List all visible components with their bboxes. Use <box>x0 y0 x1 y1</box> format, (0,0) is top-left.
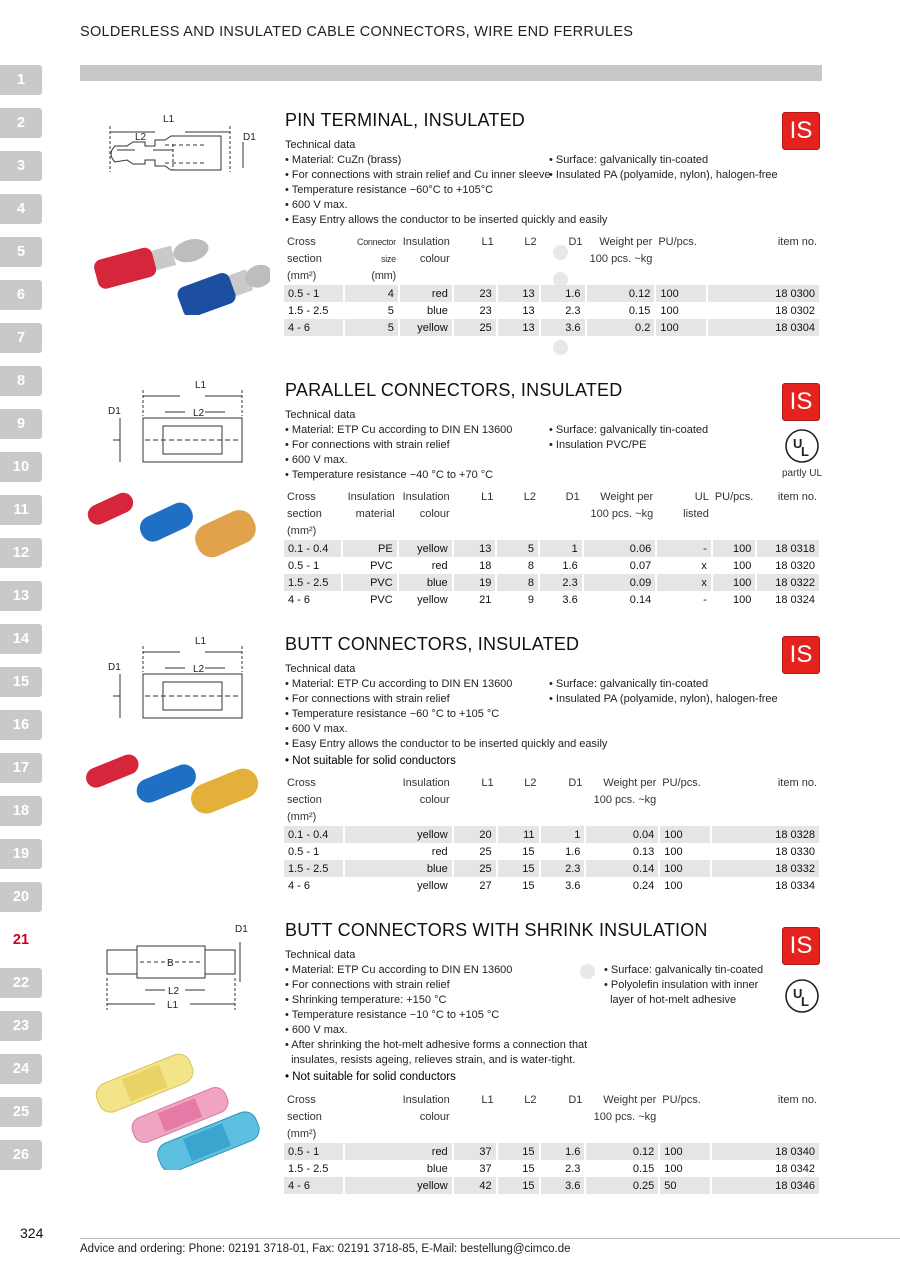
table-cell: 2.3 <box>540 302 586 319</box>
parallel-connector-drawing <box>105 378 255 468</box>
table-cell: 11 <box>497 826 540 843</box>
tech-item: • Easy Entry allows the conductor to be inserted quickly and easily <box>285 738 608 750</box>
chapter-tab-9[interactable]: 9 <box>0 409 42 439</box>
table-cell: 15 <box>497 877 540 894</box>
butt-connector-table: Cross section (mm²) Insulation colour L1 L2 D1 Weight per 100 pcs. ~kg PU/pcs. item no. 0.1 - 0.4 yellow 20 11 1 0.04 100 18 0328 0.5 - 1 red 25 15 1.6 0.13 100 18 0330 1.5 - 2.5 blue 25 15 2.3 0.14 100 18 0332 4 - 6 yellow 27 15 3.6 0.24 100 18 0334 <box>284 775 821 894</box>
drawing-label-l1: L1 <box>195 380 207 391</box>
footer-divider <box>80 1238 900 1239</box>
table-cell: 18 0304 <box>707 319 820 336</box>
table-cell: yellow <box>398 540 453 557</box>
chapter-tab-22[interactable]: 22 <box>0 968 42 998</box>
table-cell: 18 0328 <box>711 826 820 843</box>
table-row <box>284 1143 820 1160</box>
table-cell: 5 <box>344 302 399 319</box>
table-cell: 4 - 6 <box>284 591 342 608</box>
table-cell: 1.5 - 2.5 <box>284 574 342 591</box>
table-cell: - <box>656 591 712 608</box>
table-cell: 25 <box>453 843 497 860</box>
table-cell: 0.14 <box>583 591 657 608</box>
table-cell: 0.5 - 1 <box>284 843 344 860</box>
drawing-label-l1: L1 <box>195 636 207 647</box>
table-cell: 100 <box>655 319 707 336</box>
tech-item: • For connections with strain relief <box>285 693 450 705</box>
butt-connector-photo <box>85 742 265 822</box>
tech-data-left <box>285 138 607 228</box>
shrink-connector-table: Cross section (mm²) Insulation colour L1 L2 D1 Weight per 100 pcs. ~kg PU/pcs. item no. 0.5 - 1 red 37 15 1.6 0.12 100 18 0340 1.5 - 2.5 blue 37 15 2.3 0.15 100 18 0342 4 - 6 yellow 42 15 3.6 0.25 50 18 0346 <box>284 1092 821 1194</box>
table-row <box>284 540 820 557</box>
chapter-tab-25[interactable]: 25 <box>0 1097 42 1127</box>
table-cell: 0.24 <box>585 877 659 894</box>
butt-connector-drawing <box>105 634 255 724</box>
table-cell: 18 0332 <box>711 860 820 877</box>
tech-item: • Material: ETP Cu according to DIN EN 13600 <box>285 424 513 436</box>
tech-item: • For connections with strain relief and Cu inner sleeve <box>285 169 551 181</box>
table-cell: 25 <box>453 860 497 877</box>
table-cell: blue <box>399 302 453 319</box>
table-cell: - <box>656 540 712 557</box>
table-cell: 0.5 - 1 <box>284 1143 344 1160</box>
table-cell: yellow <box>344 826 453 843</box>
chapter-tab-15[interactable]: 15 <box>0 667 42 697</box>
table-cell: 1.5 - 2.5 <box>284 1160 344 1177</box>
table-cell: 100 <box>659 843 711 860</box>
tech-item: • 600 V max. <box>285 199 348 211</box>
tech-data-left <box>285 948 587 1085</box>
table-cell: 0.25 <box>585 1177 659 1194</box>
page-header-title: SOLDERLESS AND INSULATED CABLE CONNECTORS, WIRE END FERRULES <box>80 24 634 40</box>
parallel-connector-photo <box>85 485 265 565</box>
table-body <box>284 285 820 336</box>
table-cell: 18 0322 <box>756 574 820 591</box>
tech-item: • Surface: galvanically tin-coated <box>604 964 764 976</box>
table-cell: 50 <box>659 1177 711 1194</box>
table-row <box>284 557 820 574</box>
tech-item: • 600 V max. <box>285 1024 348 1036</box>
tech-item: • 600 V max. <box>285 454 348 466</box>
table-cell: yellow <box>344 877 453 894</box>
table-cell: 13 <box>497 285 540 302</box>
section-title: PARALLEL CONNECTORS, INSULATED <box>285 380 623 400</box>
table-cell: 42 <box>453 1177 497 1194</box>
drawing-label-d1: D1 <box>235 924 248 935</box>
table-cell: 100 <box>655 285 707 302</box>
chapter-tab-26[interactable]: 26 <box>0 1140 42 1170</box>
table-cell: 13 <box>453 540 497 557</box>
parallel-connector-table: Cross section (mm²) Insulation material Insulation colour L1 L2 D1 Weight per 100 pcs. ~kg UL listed PU/pcs. item no. 0.1 - 0.4 PE yellow 13 5 1 0.06 - 100 18 0318 0.5 - 1 PVC red 18 8 1.6 0.07 x 100 18 0320 1.5 - 2.5 PVC blue 19 8 2.3 0.09 x 100 18 0322 4 - 6 PVC yellow 21 9 3.6 0.14 - 100 18 0324 <box>284 489 821 608</box>
table-cell: 0.06 <box>583 540 657 557</box>
table-cell: 1.6 <box>540 843 586 860</box>
chapter-tab-24[interactable]: 24 <box>0 1054 42 1084</box>
table-cell: yellow <box>398 591 453 608</box>
table-row <box>284 591 820 608</box>
table-cell: 23 <box>453 302 497 319</box>
table-cell: 18 0302 <box>707 302 820 319</box>
table-cell: 4 - 6 <box>284 1177 344 1194</box>
table-row <box>284 826 820 843</box>
table-cell: 1.5 - 2.5 <box>284 860 344 877</box>
table-cell: 1.6 <box>540 285 586 302</box>
svg-text:L: L <box>801 994 809 1009</box>
chapter-tab-3[interactable]: 3 <box>0 151 42 181</box>
tech-data-right <box>549 423 708 453</box>
table-cell: 15 <box>497 860 540 877</box>
table-cell: 0.14 <box>585 860 659 877</box>
tech-item: • 600 V max. <box>285 723 348 735</box>
tech-item: • Easy Entry allows the conductor to be inserted quickly and easily <box>285 214 608 226</box>
table-cell: 0.1 - 0.4 <box>284 826 344 843</box>
chapter-tab-19[interactable]: 19 <box>0 839 42 869</box>
table-cell: 1.6 <box>540 1143 586 1160</box>
chapter-tab-23[interactable]: 23 <box>0 1011 42 1041</box>
ul-logo-icon <box>784 428 820 464</box>
table-body <box>284 540 820 608</box>
svg-text:L: L <box>801 444 809 459</box>
table-cell: 0.09 <box>583 574 657 591</box>
tech-item: • Temperature resistance −40 °C to +70 °C <box>285 469 494 481</box>
drawing-label-b: B <box>167 958 174 969</box>
table-row <box>284 302 820 319</box>
chapter-tab-2[interactable]: 2 <box>0 108 42 138</box>
table-row <box>284 285 820 302</box>
tech-item: • For connections with strain relief <box>285 979 450 991</box>
table-cell: x <box>656 574 712 591</box>
table-row <box>284 574 820 591</box>
table-cell: 0.12 <box>585 1143 659 1160</box>
table-cell: 100 <box>659 1143 711 1160</box>
table-cell: 2.3 <box>540 1160 586 1177</box>
table-cell: red <box>344 1143 453 1160</box>
tech-item: • Temperature resistance −60 °C to +105 °C <box>285 708 500 720</box>
table-cell: red <box>398 557 453 574</box>
chapter-tab-1[interactable]: 1 <box>0 65 42 95</box>
table-cell: 100 <box>712 557 757 574</box>
table-cell: 9 <box>496 591 539 608</box>
table-cell: blue <box>344 860 453 877</box>
table-cell: 5 <box>496 540 539 557</box>
table-row <box>284 1177 820 1194</box>
tech-item: • Shrinking temperature: +150 °C <box>285 994 447 1006</box>
is-badge-icon: IS <box>782 927 820 965</box>
shrink-connector-photo <box>85 1040 270 1170</box>
table-cell: yellow <box>344 1177 453 1194</box>
table-cell: 3.6 <box>540 1177 586 1194</box>
table-row <box>284 319 820 336</box>
table-cell: 100 <box>659 877 711 894</box>
drawing-label-l2: L2 <box>193 408 205 419</box>
table-cell: 0.5 - 1 <box>284 285 344 302</box>
table-cell: 100 <box>712 540 757 557</box>
table-cell: 1 <box>539 540 583 557</box>
table-cell: 27 <box>453 877 497 894</box>
chapter-tab-10[interactable]: 10 <box>0 452 42 482</box>
tech-item: insulates, resists ageing, relieves strain, and is water-tight. <box>285 1054 576 1066</box>
table-cell: 25 <box>453 319 497 336</box>
ul-caption: partly UL <box>781 468 822 479</box>
chapter-tab-13[interactable]: 13 <box>0 581 42 611</box>
table-row <box>284 877 820 894</box>
tech-item: • Surface: galvanically tin-coated <box>549 678 709 690</box>
chapter-tab-8[interactable]: 8 <box>0 366 42 396</box>
table-cell: yellow <box>399 319 453 336</box>
table-cell: 18 0320 <box>756 557 820 574</box>
tech-data-right <box>604 963 763 1008</box>
section-title: BUTT CONNECTORS WITH SHRINK INSULATION <box>285 920 708 940</box>
chapter-tab-20[interactable]: 20 <box>0 882 42 912</box>
chapter-tab-18[interactable]: 18 <box>0 796 42 826</box>
table-cell: 23 <box>453 285 497 302</box>
chapter-tab-5[interactable]: 5 <box>0 237 42 267</box>
tech-item: • Polyolefin insulation with inner <box>604 979 759 991</box>
table-cell: x <box>656 557 712 574</box>
chapter-tab-21[interactable]: 21 <box>0 925 42 955</box>
chapter-tab-11[interactable]: 11 <box>0 495 42 525</box>
chapter-tab-7[interactable]: 7 <box>0 323 42 353</box>
table-cell: 4 - 6 <box>284 877 344 894</box>
table-body <box>284 826 820 894</box>
table-cell: 15 <box>497 1143 540 1160</box>
table-cell: 0.07 <box>583 557 657 574</box>
table-cell: 18 0342 <box>711 1160 820 1177</box>
tech-item: • Temperature resistance −60°C to +105°C <box>285 184 494 196</box>
section-title: BUTT CONNECTORS, INSULATED <box>285 634 580 654</box>
table-cell: 1.6 <box>539 557 583 574</box>
tech-item: • Temperature resistance −10 °C to +105 °C <box>285 1009 500 1021</box>
tech-item: • Surface: galvanically tin-coated <box>549 154 709 166</box>
table-cell: 15 <box>497 1160 540 1177</box>
table-cell: 100 <box>659 826 711 843</box>
table-cell: 18 0318 <box>756 540 820 557</box>
table-cell: 0.04 <box>585 826 659 843</box>
tech-item: • For connections with strain relief <box>285 439 450 451</box>
table-cell: 5 <box>344 319 399 336</box>
drawing-label-l1: L1 <box>163 114 175 125</box>
table-body <box>284 1143 820 1194</box>
table-cell: PVC <box>342 574 398 591</box>
table-cell: 3.6 <box>540 319 586 336</box>
table-cell: 100 <box>655 302 707 319</box>
chapter-tab-14[interactable]: 14 <box>0 624 42 654</box>
table-cell: 0.1 - 0.4 <box>284 540 342 557</box>
tech-item: • Insulated PA (polyamide, nylon), halogen-free <box>549 693 778 705</box>
table-cell: 13 <box>497 302 540 319</box>
chapter-tab-16[interactable]: 16 <box>0 710 42 740</box>
table-cell: 18 0324 <box>756 591 820 608</box>
table-cell: red <box>399 285 453 302</box>
table-cell: 15 <box>497 1177 540 1194</box>
table-cell: 1 <box>540 826 586 843</box>
table-cell: 13 <box>497 319 540 336</box>
header-bar <box>80 65 822 81</box>
table-cell: red <box>344 843 453 860</box>
tech-item: • After shrinking the hot-melt adhesive forms a connection that <box>285 1039 588 1051</box>
table-cell: 18 0346 <box>711 1177 820 1194</box>
table-cell: 0.2 <box>586 319 656 336</box>
tech-heading: Technical data <box>285 949 356 961</box>
tech-note: • Not suitable for solid conductors <box>285 1071 456 1083</box>
table-cell: blue <box>344 1160 453 1177</box>
table-cell: 100 <box>712 591 757 608</box>
tech-item: • Insulated PA (polyamide, nylon), halogen-free <box>549 169 778 181</box>
table-cell: 0.13 <box>585 843 659 860</box>
decorative-dot <box>580 964 595 979</box>
chapter-tab-6[interactable]: 6 <box>0 280 42 310</box>
table-cell: 100 <box>712 574 757 591</box>
tech-item: • Surface: galvanically tin-coated <box>549 424 709 436</box>
table-cell: 37 <box>453 1160 497 1177</box>
table-cell: 3.6 <box>540 877 586 894</box>
table-cell: 1.5 - 2.5 <box>284 302 344 319</box>
table-row <box>284 843 820 860</box>
table-cell: 18 <box>453 557 497 574</box>
table-cell: 100 <box>659 860 711 877</box>
drawing-label-l2: L2 <box>168 986 180 997</box>
table-cell: 20 <box>453 826 497 843</box>
shrink-connector-drawing <box>105 922 265 1022</box>
table-cell: 3.6 <box>539 591 583 608</box>
table-cell: 2.3 <box>540 860 586 877</box>
pin-terminal-drawing <box>105 112 265 192</box>
tech-item: • Material: ETP Cu according to DIN EN 13600 <box>285 678 513 690</box>
ul-logo-icon <box>784 978 820 1014</box>
chapter-tab-12[interactable]: 12 <box>0 538 42 568</box>
table-cell: 21 <box>453 591 497 608</box>
footer-contact: Advice and ordering: Phone: 02191 3718-01, Fax: 02191 3718-85, E-Mail: bestellung@cimco.de <box>80 1243 571 1255</box>
is-badge-icon: IS <box>782 383 820 421</box>
table-row <box>284 860 820 877</box>
table-cell: 18 0330 <box>711 843 820 860</box>
decorative-dot <box>553 340 568 355</box>
pin-terminal-photo <box>85 220 270 315</box>
table-cell: blue <box>398 574 453 591</box>
table-cell: 18 0300 <box>707 285 820 302</box>
table-row <box>284 1160 820 1177</box>
tech-heading: Technical data <box>285 139 356 151</box>
table-cell: PVC <box>342 557 398 574</box>
table-cell: PVC <box>342 591 398 608</box>
tech-item: layer of hot-melt adhesive <box>604 994 737 1006</box>
tech-data-right <box>549 677 778 707</box>
tech-data-right <box>549 153 778 183</box>
drawing-label-d1: D1 <box>108 662 121 673</box>
table-cell: 19 <box>453 574 497 591</box>
tech-heading: Technical data <box>285 663 356 675</box>
tech-item: • Material: CuZn (brass) <box>285 154 402 166</box>
tech-item: • Material: ETP Cu according to DIN EN 13600 <box>285 964 513 976</box>
section-title: PIN TERMINAL, INSULATED <box>285 110 525 130</box>
chapter-tabs <box>0 65 42 1183</box>
table-cell: 4 - 6 <box>284 319 344 336</box>
svg-text:U: U <box>793 986 803 1001</box>
table-cell: PE <box>342 540 398 557</box>
table-cell: 37 <box>453 1143 497 1160</box>
page-number: 324 <box>20 1225 44 1241</box>
table-cell: 2.3 <box>539 574 583 591</box>
table-cell: 4 <box>344 285 399 302</box>
drawing-label-l2: L2 <box>193 664 205 675</box>
drawing-label-d1: D1 <box>108 406 121 417</box>
table-cell: 0.5 - 1 <box>284 557 342 574</box>
table-cell: 18 0340 <box>711 1143 820 1160</box>
drawing-label-l1: L1 <box>167 1000 179 1011</box>
svg-text:U: U <box>793 436 803 451</box>
drawing-label-l2: L2 <box>135 132 147 143</box>
tech-heading: Technical data <box>285 409 356 421</box>
table-cell: 0.12 <box>586 285 656 302</box>
table-cell: 15 <box>497 843 540 860</box>
table-cell: 0.15 <box>586 302 656 319</box>
is-badge-icon: IS <box>782 636 820 674</box>
table-cell: 18 0334 <box>711 877 820 894</box>
tech-note: • Not suitable for solid conductors <box>285 755 456 767</box>
drawing-label-d1: D1 <box>243 132 256 143</box>
pin-terminal-table: Cross section (mm²) Connector size (mm) Insulation colour L1 L2 D1 Weight per 100 pcs. ~kg PU/pcs. item no. 0.5 - 1 4 red 23 13 1.6 0.12 100 18 0300 1.5 - 2.5 5 blue 23 13 2.3 0.15 100 18 0302 4 - 6 5 yellow 25 13 3.6 0.2 100 18 0304 <box>284 234 821 336</box>
table-cell: 100 <box>659 1160 711 1177</box>
table-cell: 8 <box>496 574 539 591</box>
table-cell: 8 <box>496 557 539 574</box>
tech-data-left <box>285 408 512 483</box>
tech-item: • Insulation PVC/PE <box>549 439 647 451</box>
is-badge-icon: IS <box>782 112 820 150</box>
chapter-tab-17[interactable]: 17 <box>0 753 42 783</box>
table-cell: 0.15 <box>585 1160 659 1177</box>
chapter-tab-4[interactable]: 4 <box>0 194 42 224</box>
